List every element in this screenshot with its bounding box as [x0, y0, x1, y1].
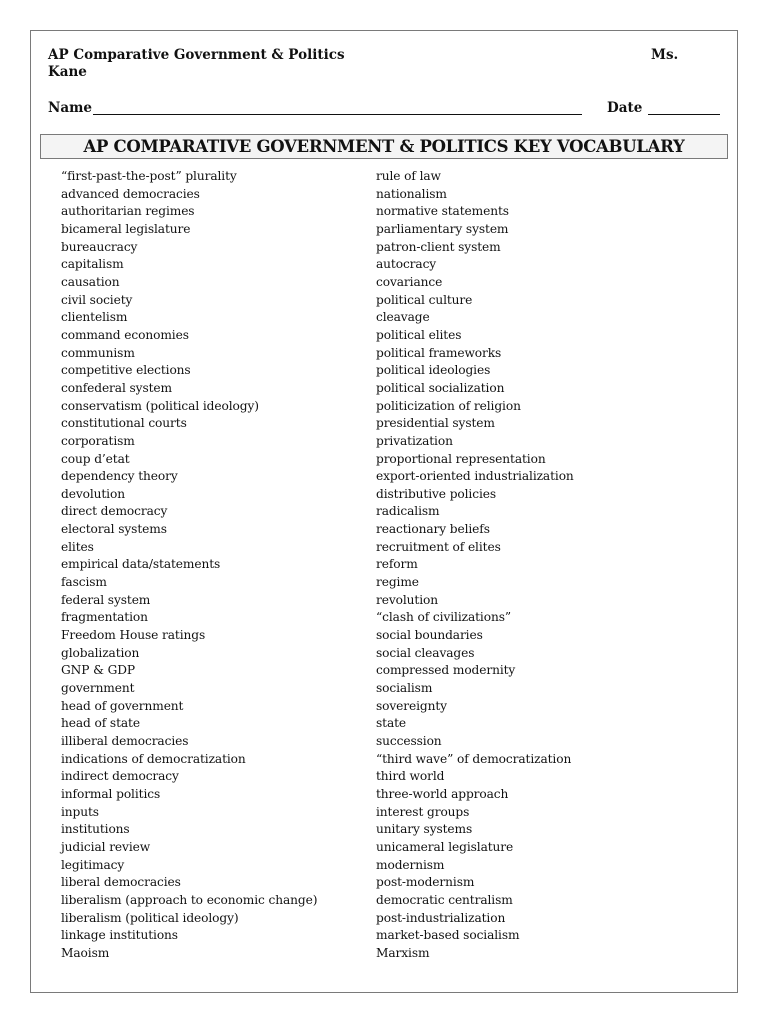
vocabulary-term: confederal system — [61, 380, 172, 395]
vocabulary-term: Freedom House ratings — [61, 628, 206, 643]
vocabulary-term: patron-client system — [376, 239, 501, 254]
vocabulary-term: GNP & GDP — [61, 663, 136, 678]
teacher-name-second-line: Kane — [48, 64, 87, 80]
vocabulary-term: inputs — [61, 804, 99, 819]
vocabulary-term: Marxism — [376, 945, 430, 960]
vocabulary-term: political ideologies — [376, 363, 491, 378]
vocabulary-term: autocracy — [376, 257, 437, 272]
vocabulary-term: reactionary beliefs — [376, 522, 490, 537]
vocabulary-term: succession — [376, 734, 442, 748]
vocabulary-term: political socialization — [376, 380, 505, 395]
vocabulary-term: head of government — [61, 698, 184, 713]
vocabulary-heading-box — [40, 134, 728, 159]
vocabulary-term: “third wave” of democratization — [376, 751, 572, 766]
vocabulary-term: parliamentary system — [376, 221, 509, 236]
vocabulary-term: judicial review — [61, 839, 151, 854]
vocabulary-term: dependency theory — [61, 469, 178, 484]
vocabulary-term: linkage institutions — [61, 928, 178, 943]
vocabulary-term: reform — [376, 557, 418, 572]
vocabulary-term: indications of democratization — [61, 751, 246, 766]
vocabulary-term: clientelism — [61, 310, 128, 325]
vocabulary-term: social cleavages — [376, 645, 475, 660]
vocabulary-term: post-industrialization — [376, 910, 506, 925]
vocabulary-term: politicization of religion — [376, 398, 521, 413]
vocabulary-term: interest groups — [376, 804, 470, 819]
vocabulary-term: export-oriented industrialization — [376, 469, 574, 484]
date-blank-line — [648, 114, 720, 115]
vocabulary-term: conservatism (political ideology) — [61, 398, 259, 413]
vocabulary-term: privatization — [376, 433, 453, 448]
vocabulary-term: nationalism — [376, 186, 447, 201]
vocabulary-term: democratic centralism — [376, 892, 513, 907]
vocabulary-term: Maoism — [61, 945, 110, 960]
vocabulary-term: head of state — [61, 716, 140, 731]
vocabulary-term: rule of law — [376, 169, 441, 183]
vocabulary-column-right — [376, 168, 706, 963]
date-label: Date — [607, 100, 643, 116]
vocabulary-term: direct democracy — [61, 504, 168, 519]
vocabulary-term: unicameral legislature — [376, 839, 514, 854]
vocabulary-term: causation — [61, 274, 120, 289]
vocabulary-term: legitimacy — [61, 857, 125, 872]
name-blank-line — [93, 114, 582, 115]
vocabulary-term: compressed modernity — [376, 663, 516, 678]
vocabulary-term: third world — [376, 769, 445, 784]
vocabulary-term: illiberal democracies — [61, 734, 189, 748]
course-title: AP Comparative Government & Politics — [48, 47, 345, 63]
vocabulary-term: “first-past-the-post” plurality — [61, 169, 237, 183]
vocabulary-term: liberalism (approach to economic change) — [61, 892, 318, 907]
teacher-name-first-line: Ms. — [651, 47, 679, 63]
vocabulary-term: regime — [376, 575, 419, 590]
vocabulary-term: fascism — [61, 575, 107, 590]
vocabulary-term: government — [61, 681, 135, 696]
vocabulary-term: post-modernism — [376, 875, 475, 890]
vocabulary-term: normative statements — [376, 204, 509, 219]
vocabulary-term: recruitment of elites — [376, 539, 501, 554]
vocabulary-term: informal politics — [61, 786, 161, 801]
vocabulary-term: “clash of civilizations” — [376, 610, 511, 625]
vocabulary-term: electoral systems — [61, 522, 167, 537]
vocabulary-term: capitalism — [61, 257, 124, 272]
vocabulary-term: command economies — [61, 327, 189, 342]
vocabulary-term: political culture — [376, 292, 473, 307]
vocabulary-column-left — [61, 168, 361, 963]
vocabulary-term: corporatism — [61, 433, 135, 448]
vocabulary-term: bicameral legislature — [61, 221, 191, 236]
vocabulary-term: indirect democracy — [61, 769, 179, 784]
vocabulary-term: market-based socialism — [376, 928, 520, 943]
vocabulary-term: cleavage — [376, 310, 430, 325]
vocabulary-term: authoritarian regimes — [61, 204, 195, 219]
vocabulary-term: liberal democracies — [61, 875, 181, 890]
vocabulary-term: fragmentation — [61, 610, 148, 625]
vocabulary-term: socialism — [376, 681, 433, 696]
vocabulary-term: social boundaries — [376, 628, 483, 643]
name-label: Name — [48, 100, 92, 116]
vocabulary-term: covariance — [376, 274, 443, 289]
vocabulary-term: communism — [61, 345, 135, 360]
vocabulary-term: elites — [61, 539, 94, 554]
vocabulary-term: unitary systems — [376, 822, 473, 837]
vocabulary-term: constitutional courts — [61, 416, 187, 431]
vocabulary-term: revolution — [376, 592, 438, 607]
vocabulary-term: sovereignty — [376, 698, 447, 713]
vocabulary-term: presidential system — [376, 416, 495, 431]
vocabulary-term: institutions — [61, 822, 130, 837]
vocabulary-term: radicalism — [376, 504, 440, 519]
vocabulary-term: competitive elections — [61, 363, 191, 378]
vocabulary-term: federal system — [61, 592, 151, 607]
vocabulary-term: devolution — [61, 486, 125, 501]
vocabulary-term: globalization — [61, 645, 140, 660]
vocabulary-heading: AP COMPARATIVE GOVERNMENT & POLITICS KEY VOCABULARY — [83, 137, 685, 156]
vocabulary-term: proportional representation — [376, 451, 546, 466]
vocabulary-term: three-world approach — [376, 786, 509, 801]
vocabulary-term: modernism — [376, 857, 445, 872]
vocabulary-term: advanced democracies — [61, 186, 200, 201]
vocabulary-term: civil society — [61, 292, 133, 307]
vocabulary-term: coup d’etat — [61, 451, 130, 466]
vocabulary-term: political elites — [376, 327, 462, 342]
vocabulary-term: political frameworks — [376, 345, 502, 360]
vocabulary-term: liberalism (political ideology) — [61, 910, 239, 925]
vocabulary-term: distributive policies — [376, 486, 497, 501]
vocabulary-term: state — [376, 716, 407, 731]
vocabulary-term: bureaucracy — [61, 239, 138, 254]
vocabulary-term: empirical data/statements — [61, 557, 221, 572]
